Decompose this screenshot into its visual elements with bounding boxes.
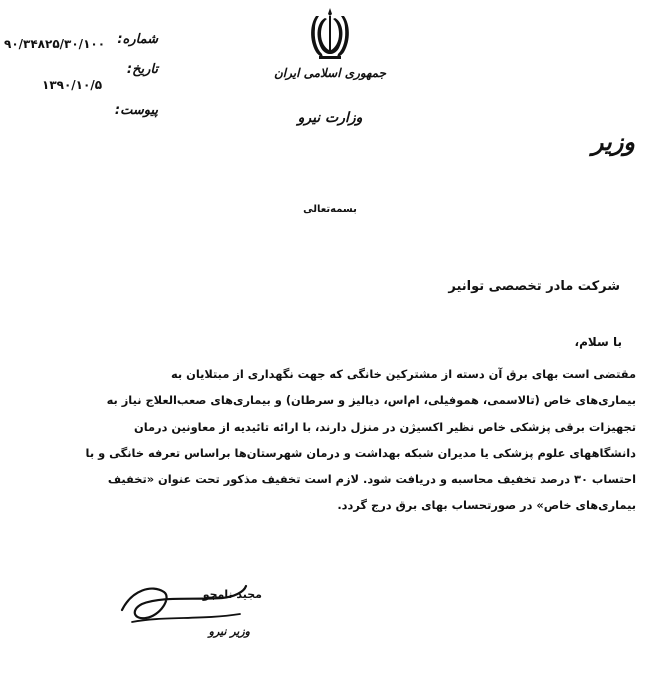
government-name: جمهوری اسلامی ایران <box>273 66 387 80</box>
attachment-label: پیوست: <box>114 103 158 118</box>
number-value: ۹۰/۳۴۸۲۵/۳۰/۱۰۰ <box>4 37 106 51</box>
body-line: دانشگاههای علوم پزشکی یا مدیران شبکه بهداشت و درمان شهرستان‌ها براساس تعرفه خانگی و با <box>85 445 636 460</box>
ministry-name: وزارت نیرو <box>297 110 363 126</box>
number-label: شماره: <box>117 32 158 47</box>
signatory-name: مجید نامجو <box>202 588 262 601</box>
letter-body <box>14 361 636 519</box>
body-line: مقتضی است بهای برق آن دسته از مشترکین خانگی که جهت نگهداری از مبتلایان به <box>170 367 636 381</box>
recipient: شرکت مادر تخصصی توانیر <box>448 279 620 294</box>
signatory-title: وزیر نیرو <box>208 625 250 638</box>
date-value: ۱۳۹۰/۱۰/۵ <box>42 78 103 92</box>
body-line: بیماری‌های خاص (تالاسمی، هموفیلی، ام‌اس، دیالیز و سرطان) و بیماری‌های صعب‌العلاج نیاز به <box>106 393 636 408</box>
iran-emblem-icon <box>307 6 353 62</box>
basmala: بسمه‌تعالی <box>303 204 357 215</box>
greeting: با سلام، <box>574 335 622 349</box>
body-line: بیماری‌های خاص» در صورتحساب بهای برق درج گردد. <box>337 498 636 513</box>
body-line: احتساب ۳۰ درصد تخفیف محاسبه و دریافت شود. لازم است تخفیف مذکور تحت عنوان «تخفیف <box>107 472 636 487</box>
body-line: تجهیزات برقی پزشکی خاص نظیر اکسیژن در منزل دارند، با ارائه تائیدیه از معاونین درمان <box>133 419 636 434</box>
date-label: تاریخ: <box>126 62 158 77</box>
minister-title: وزیر <box>591 128 635 156</box>
